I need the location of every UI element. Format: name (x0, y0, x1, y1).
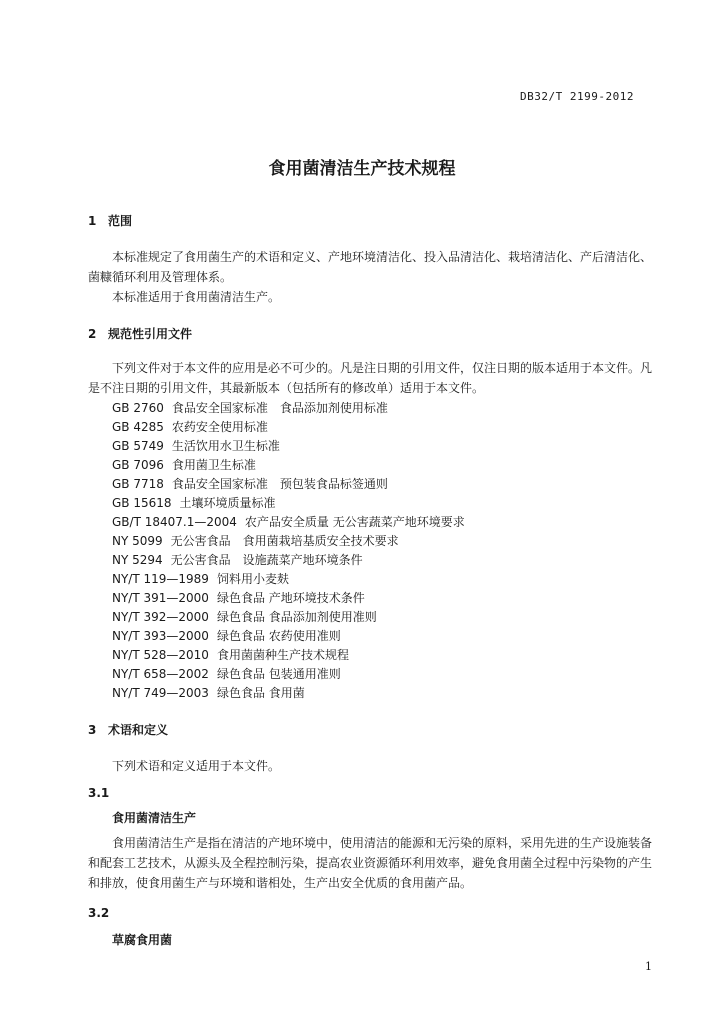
reference-title: 农药安全使用标准 (171, 420, 268, 434)
reference-code: GB 7718 (112, 477, 164, 491)
reference-code: NY/T 392—2000 (112, 610, 209, 624)
terms-intro-paragraph: 下列术语和定义适用于本文件。 (112, 759, 281, 773)
reference-code: NY 5294 (112, 553, 163, 567)
scope-paragraph-2: 本标准适用于食用菌清洁生产。 (112, 290, 281, 304)
references-intro-paragraph: 下列文件对于本文件的应用是必不可少的。凡是注日期的引用文件，仅注日期的版本适用于本文件。凡是不注日期的引用文件，其最新版本（包括所有的修改单）适用于本文件。 (88, 361, 653, 395)
reference-item (112, 399, 465, 418)
reference-code: NY/T 119—1989 (112, 572, 209, 586)
reference-title: 农产品安全质量 无公害蔬菜产地环境要求 (244, 515, 465, 529)
reference-title: 食用菌菌种生产技术规程 (216, 648, 349, 662)
reference-code: GB 5749 (112, 439, 164, 453)
document-code: DB32/T 2199-2012 (520, 90, 634, 103)
reference-item (112, 513, 465, 532)
reference-title: 生活饮用水卫生标准 (171, 439, 280, 453)
reference-item (112, 494, 465, 513)
reference-item (112, 456, 465, 475)
reference-code: NY 5099 (112, 534, 163, 548)
reference-title: 绿色食品 产地环境技术条件 (216, 591, 365, 605)
reference-code: GB 4285 (112, 420, 164, 434)
section-number: 3 (88, 723, 97, 737)
clause-number: 3.2 (88, 906, 110, 920)
reference-code: NY/T 658—2002 (112, 667, 209, 681)
reference-title: 食品安全国家标准 预包装食品标签通则 (171, 477, 388, 491)
reference-item (112, 418, 465, 437)
reference-item (112, 532, 465, 551)
reference-title: 食用菌卫生标准 (171, 458, 256, 472)
section-number: 1 (88, 214, 97, 228)
reference-title: 无公害食品 食用菌栽培基质安全技术要求 (170, 534, 399, 548)
reference-title: 饲料用小麦麸 (216, 572, 289, 586)
reference-item (112, 551, 465, 570)
reference-code: NY/T 391—2000 (112, 591, 209, 605)
reference-code: GB/T 18407.1—2004 (112, 515, 237, 529)
reference-item (112, 437, 465, 456)
reference-code: GB 7096 (112, 458, 164, 472)
reference-code: NY/T 528—2010 (112, 648, 209, 662)
term-title: 草腐食用菌 (112, 933, 173, 947)
reference-code: NY/T 393—2000 (112, 629, 209, 643)
reference-title: 土壤环境质量标准 (179, 496, 276, 510)
reference-item (112, 665, 465, 684)
section-heading-terms-definitions (88, 721, 168, 738)
section-heading-scope (88, 212, 132, 229)
section-title: 范围 (108, 214, 133, 228)
reference-item (112, 475, 465, 494)
section-number: 2 (88, 327, 97, 341)
clause-number: 3.1 (88, 786, 110, 800)
term-definition: 食用菌清洁生产是指在清洁的产地环境中，使用清洁的能源和无污染的原料，采用先进的生产设施装备和配套工艺技术，从源头及全程控制污染，提高农业资源循环利用效率，避免食用菌全过程中污染物的产生和排放，使食用菌生产与环境和谐相处，生产出安全优质的食用菌产品。 (88, 836, 653, 890)
reference-item (112, 627, 465, 646)
term-title: 食用菌清洁生产 (112, 811, 197, 825)
reference-title: 食品安全国家标准 食品添加剂使用标准 (171, 401, 388, 415)
section-heading-normative-references (88, 325, 192, 342)
reference-title: 绿色食品 食用菌 (216, 686, 305, 700)
document-title: 食用菌清洁生产技术规程 (268, 159, 456, 179)
scope-paragraph-1: 本标准规定了食用菌生产的术语和定义、产地环境清洁化、投入品清洁化、栽培清洁化、产后清洁化、菌糠循环利用及管理体系。 (88, 250, 653, 284)
page-number: 1 (645, 960, 652, 973)
section-title: 规范性引用文件 (108, 327, 193, 341)
reference-title: 无公害食品 设施蔬菜产地环境条件 (170, 553, 363, 567)
reference-code: GB 15618 (112, 496, 172, 510)
reference-title: 绿色食品 农药使用准则 (216, 629, 341, 643)
reference-code: NY/T 749—2003 (112, 686, 209, 700)
reference-code: GB 2760 (112, 401, 164, 415)
reference-item (112, 646, 465, 665)
section-title: 术语和定义 (108, 723, 169, 737)
reference-item (112, 589, 465, 608)
reference-list (112, 399, 465, 703)
reference-item (112, 684, 465, 703)
reference-title: 绿色食品 食品添加剂使用准则 (216, 610, 377, 624)
reference-item (112, 570, 465, 589)
reference-item (112, 608, 465, 627)
reference-title: 绿色食品 包装通用准则 (216, 667, 341, 681)
